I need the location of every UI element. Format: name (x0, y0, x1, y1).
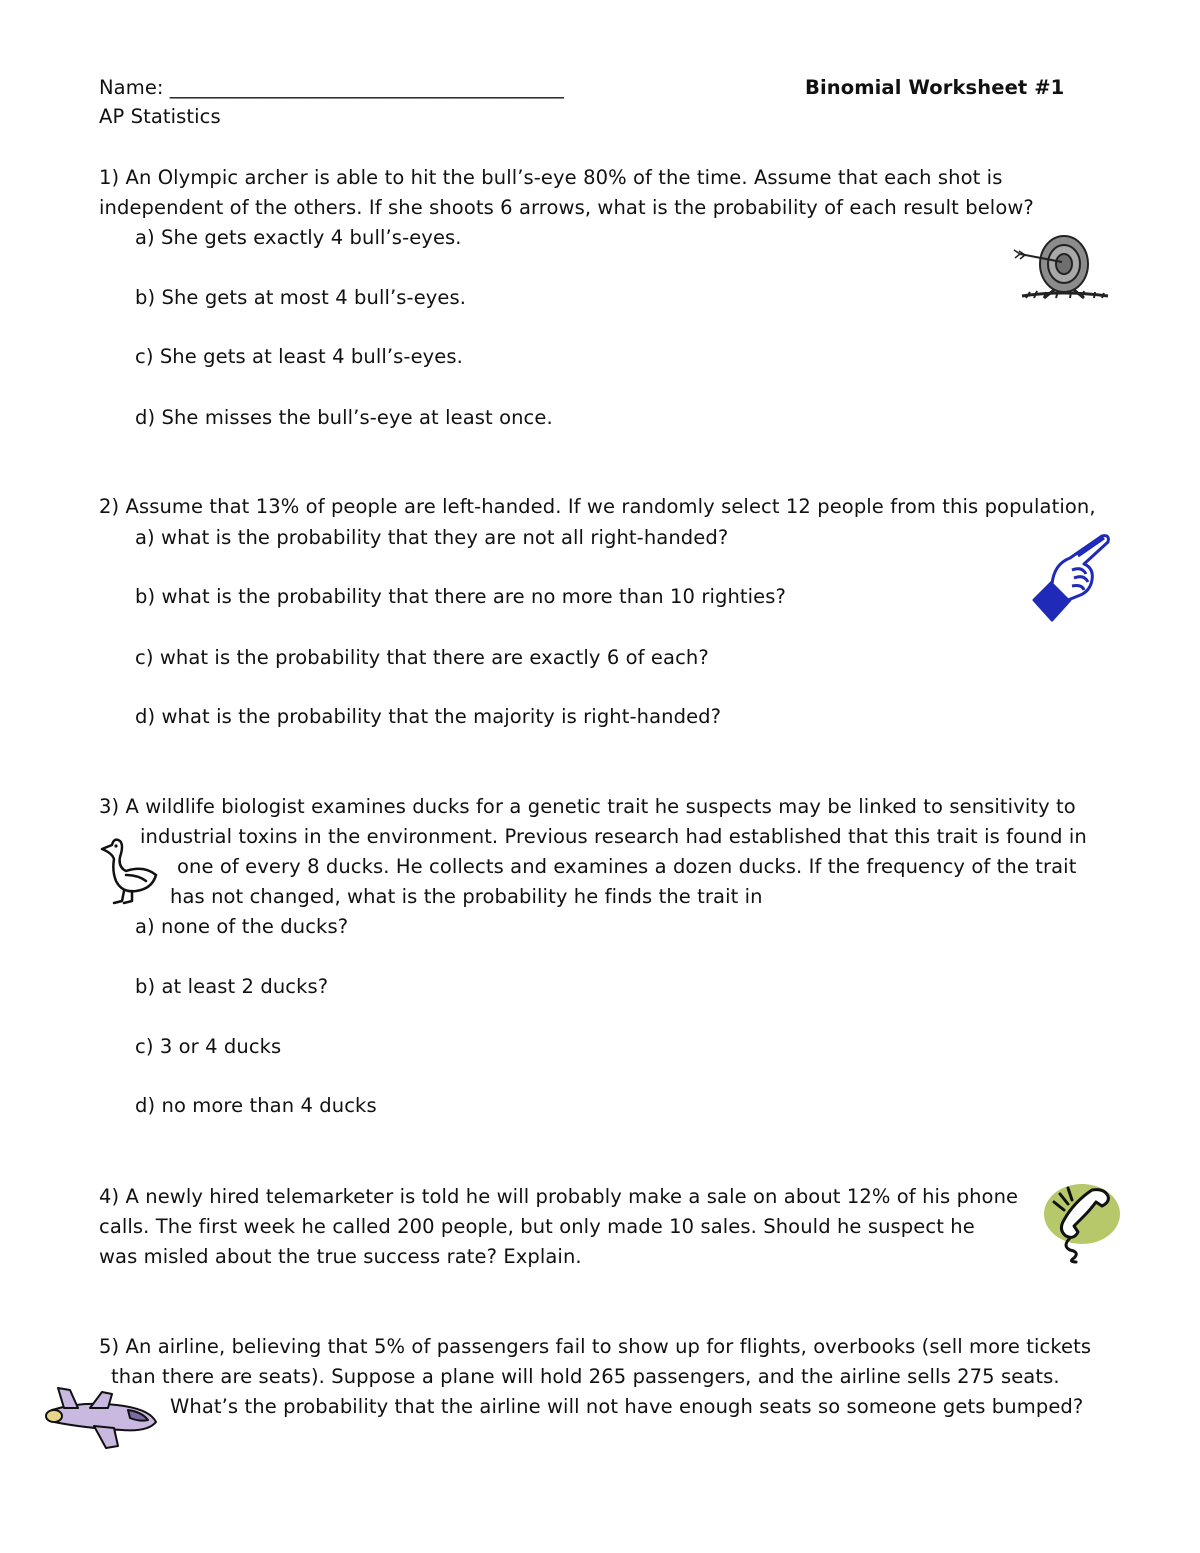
question-5-line-2: than there are seats). Suppose a plane will hold 265 passengers, and the airline sells 275 seats. (111, 1365, 1060, 1388)
name-field-label: Name: ________________________________________ (99, 76, 564, 99)
question-3-part-a: a) none of the ducks? (135, 915, 349, 938)
question-2-line-1: 2) Assume that 13% of people are left-handed. If we randomly select 12 people from this population, (99, 495, 1096, 518)
question-1-line-2: independent of the others. If she shoots 6 arrows, what is the probability of each result below? (99, 196, 1034, 219)
question-3-part-d: d) no more than 4 ducks (135, 1094, 377, 1117)
course-name: AP Statistics (99, 105, 221, 128)
question-3-line-3: one of every 8 ducks. He collects and examines a dozen ducks. If the frequency of the trait (177, 855, 1077, 878)
question-4-line-3: was misled about the true success rate? Explain. (99, 1245, 582, 1268)
question-3-part-c: c) 3 or 4 ducks (135, 1035, 282, 1058)
question-2-part-c: c) what is the probability that there are exactly 6 of each? (135, 646, 709, 669)
question-3-line-1: 3) A wildlife biologist examines ducks for a genetic trait he suspects may be linked to sensitivity to (99, 795, 1076, 818)
question-1-part-b: b) She gets at most 4 bull’s-eyes. (135, 286, 467, 309)
question-4-line-2: calls. The first week he called 200 people, but only made 10 sales. Should he suspect he (99, 1215, 975, 1238)
worksheet-title: Binomial Worksheet #1 (805, 76, 1065, 99)
question-2-part-d: d) what is the probability that the majority is right-handed? (135, 705, 722, 728)
question-2-part-b: b) what is the probability that there are no more than 10 righties? (135, 585, 786, 608)
question-1-part-c: c) She gets at least 4 bull’s-eyes. (135, 345, 463, 368)
question-3-part-b: b) at least 2 ducks? (135, 975, 329, 998)
question-4-line-1: 4) A newly hired telemarketer is told he will probably make a sale on about 12% of his phone (99, 1185, 1019, 1208)
telephone-icon (1040, 1180, 1122, 1264)
pointing-hand-icon (1028, 530, 1114, 630)
question-1-line-1: 1) An Olympic archer is able to hit the bull’s-eye 80% of the time. Assume that each shot is (99, 166, 1003, 189)
question-5-line-3: What’s the probability that the airline will not have enough seats so someone gets bumped? (170, 1395, 1084, 1418)
question-1-part-d: d) She misses the bull’s-eye at least once. (135, 406, 553, 429)
question-1-part-a: a) She gets exactly 4 bull’s-eyes. (135, 226, 462, 249)
question-2-part-a: a) what is the probability that they are not all right-handed? (135, 526, 729, 549)
question-3-line-4: has not changed, what is the probability he finds the trait in (170, 885, 763, 908)
airplane-icon (44, 1382, 162, 1450)
target-arrow-icon (1012, 232, 1112, 302)
question-3-line-2: industrial toxins in the environment. Previous research had established that this trait is found in (140, 825, 1087, 848)
question-5-line-1: 5) An airline, believing that 5% of passengers fail to show up for flights, overbooks (sell more tickets (99, 1335, 1092, 1358)
duck-icon (96, 835, 162, 907)
